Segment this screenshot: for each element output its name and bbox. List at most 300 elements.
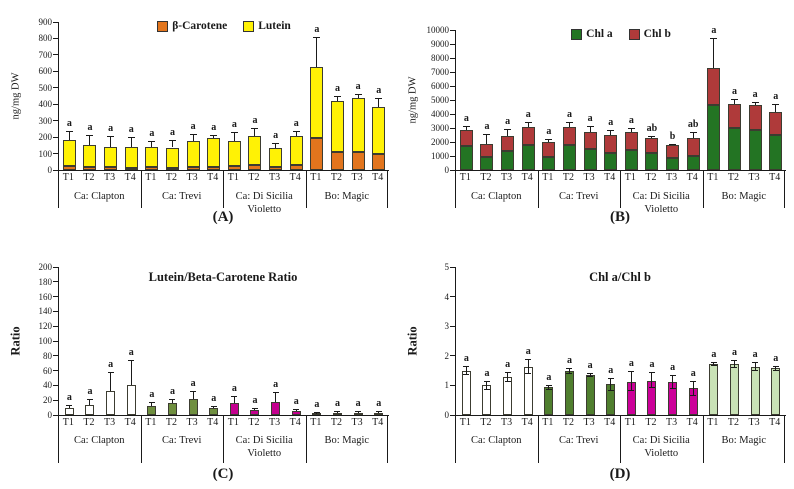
plot-area: [426, 24, 786, 175]
bar: [127, 385, 136, 415]
y-tick-label: 5: [444, 262, 449, 272]
error-bar-cap: [752, 102, 759, 103]
time-label: T1: [62, 172, 74, 183]
y-tick-label: 0: [47, 165, 52, 175]
group-label: [141, 431, 224, 447]
significance-letter: a: [231, 382, 237, 394]
legend-swatch: [629, 29, 640, 40]
error-bar-cap: [731, 99, 738, 100]
time-label: T4: [289, 172, 301, 183]
error-bar-cap: [587, 126, 594, 127]
error-bar: [69, 131, 70, 140]
significance-letter: a: [211, 122, 217, 134]
time-label: T3: [501, 417, 513, 428]
y-tick: [450, 100, 455, 101]
error-bar-cap: [231, 132, 238, 133]
time-label: T4: [124, 417, 136, 428]
y-axis-label: Ratio: [405, 326, 420, 356]
error-bar-cap: [313, 37, 320, 38]
bar-segment: [372, 154, 385, 170]
time-label: T2: [83, 172, 95, 183]
time-label: T3: [104, 417, 116, 428]
error-bar-cap: [505, 372, 511, 373]
error-bar: [110, 136, 111, 147]
error-bar: [713, 38, 714, 68]
y-tick: [450, 44, 455, 45]
time-label: T1: [145, 172, 157, 183]
group-label-line: Bo: Magic: [324, 191, 370, 202]
time-label: T1: [542, 172, 554, 183]
significance-letter: a: [505, 359, 511, 371]
y-tick: [53, 38, 58, 39]
error-bar-cap: [628, 128, 635, 129]
group-label: [306, 187, 389, 203]
significance-letter: a: [252, 394, 258, 406]
y-tick: [53, 296, 58, 297]
y-tick-label: 1000: [431, 151, 449, 161]
bar-segment: [228, 141, 241, 166]
group-label-line: Ca: Clapton: [471, 435, 522, 446]
error-bar-cap: [107, 136, 114, 137]
group-label-line: Ca: Clapton: [74, 191, 125, 202]
significance-letter: a: [608, 116, 614, 128]
time-label: T4: [521, 417, 533, 428]
group-separator: [387, 170, 388, 208]
error-bar-cap: [670, 375, 676, 376]
y-tick: [53, 326, 58, 327]
bar: [771, 368, 780, 415]
group-separator: [223, 170, 224, 208]
significance-letter: a: [690, 367, 696, 379]
significance-letter: ab: [646, 122, 658, 134]
error-bar-cap: [711, 362, 717, 363]
y-tick-label: 0: [444, 410, 449, 420]
error-bar-cap: [463, 126, 470, 127]
significance-letter: a: [355, 80, 361, 92]
bar-segment: [290, 136, 303, 165]
error-bar: [631, 371, 632, 391]
bar-segment: [728, 128, 741, 170]
y-tick-label: 1: [444, 380, 449, 391]
error-bar-cap: [169, 140, 176, 141]
bar-segment: [769, 112, 782, 135]
error-bar-cap: [587, 373, 593, 374]
error-bar-cap: [525, 373, 531, 374]
group-label-line: Violetto: [644, 448, 679, 459]
panel-a: [0, 0, 397, 244]
error-bar: [528, 359, 529, 374]
significance-letter: a: [649, 359, 655, 371]
time-label: T3: [748, 172, 760, 183]
time-label: T2: [330, 172, 342, 183]
legend-label: Lutein: [258, 20, 291, 32]
error-bar-cap: [628, 371, 634, 372]
significance-letter: a: [190, 120, 196, 132]
y-tick-label: 2: [444, 350, 449, 361]
significance-letter: a: [525, 345, 531, 357]
time-label: T1: [459, 172, 471, 183]
bar-segment: [83, 145, 96, 166]
group-label-line: Violetto: [247, 448, 282, 459]
legend-item: [243, 20, 291, 32]
plot-area: [444, 262, 786, 420]
significance-letter: a: [376, 398, 382, 410]
significance-letter: a: [293, 118, 299, 130]
group-label-line: Ca: Di Sicilia: [235, 435, 293, 446]
time-label: T1: [62, 417, 74, 428]
chart-area: [0, 245, 397, 489]
error-bar-cap: [66, 131, 73, 132]
group-label-line: Ca: Trevi: [559, 191, 599, 202]
time-label: T3: [351, 417, 363, 428]
y-axis-label: ng/mg DW: [407, 76, 419, 124]
bar: [709, 364, 718, 415]
time-label: T4: [604, 172, 616, 183]
group-label: [620, 431, 703, 460]
error-bar-cap: [148, 141, 155, 142]
y-tick-label: 4000: [431, 109, 449, 119]
time-label: T1: [459, 417, 471, 428]
y-tick: [450, 296, 455, 297]
error-bar-cap: [293, 131, 300, 132]
significance-letter: a: [731, 347, 737, 359]
time-label: T1: [707, 172, 719, 183]
group-separator: [141, 415, 142, 463]
error-bar-cap: [210, 135, 217, 136]
group-label: [58, 187, 141, 203]
error-bar: [693, 381, 694, 396]
y-tick-label: 600: [38, 66, 52, 77]
group-label: [538, 187, 621, 203]
y-tick: [53, 341, 58, 342]
legend-item: [157, 20, 227, 32]
error-bar: [775, 104, 776, 112]
bar-segment: [352, 98, 365, 152]
y-tick: [450, 58, 455, 59]
legend-label: Chl a: [586, 28, 613, 40]
significance-letter: a: [355, 398, 361, 410]
significance-letter: a: [169, 386, 175, 398]
error-bar-cap: [376, 411, 382, 412]
error-bar-cap: [711, 365, 717, 366]
error-bar-cap: [128, 137, 135, 138]
time-label: T3: [269, 172, 281, 183]
bar-segment: [563, 127, 576, 145]
time-label: T2: [248, 172, 260, 183]
group-label-line: Ca: Di Sicilia Violetto: [235, 191, 293, 215]
group-label: [455, 187, 538, 203]
time-label: T4: [769, 417, 781, 428]
chart-title: Lutein/Beta-Carotene Ratio: [148, 270, 298, 284]
significance-letter: a: [66, 392, 72, 404]
significance-letter: a: [149, 389, 155, 401]
y-tick-label: 0: [444, 165, 449, 175]
y-tick: [53, 355, 58, 356]
y-tick: [53, 104, 58, 105]
error-bar-cap: [731, 360, 737, 361]
significance-letter: a: [711, 348, 717, 360]
y-tick-label: 200: [38, 262, 52, 272]
error-bar-cap: [773, 370, 779, 371]
error-bar-cap: [190, 134, 197, 135]
group-separator: [141, 170, 142, 208]
error-bar-cap: [484, 389, 490, 390]
time-label: T3: [501, 172, 513, 183]
bar-segment: [728, 104, 741, 128]
error-bar-cap: [772, 104, 779, 105]
error-bar: [234, 396, 235, 403]
error-bar-cap: [710, 38, 717, 39]
significance-letter: a: [773, 91, 779, 103]
significance-letter: a: [731, 86, 737, 98]
group-separator: [223, 415, 224, 463]
error-bar: [131, 360, 132, 386]
bar-segment: [104, 147, 117, 167]
error-bar-cap: [108, 372, 114, 373]
error-bar-cap: [314, 412, 320, 413]
y-tick-label: 9000: [431, 39, 449, 49]
y-tick-label: 140: [38, 306, 52, 317]
group-label: [538, 431, 621, 447]
bar-segment: [145, 147, 158, 167]
significance-letter: a: [211, 393, 217, 405]
y-tick: [53, 137, 58, 138]
error-bar-cap: [690, 132, 697, 133]
time-label: T2: [248, 417, 260, 428]
error-bar-cap: [669, 144, 676, 145]
error-bar-cap: [463, 374, 469, 375]
y-tick-label: 8000: [431, 53, 449, 63]
error-bar-cap: [690, 381, 696, 382]
y-tick: [450, 30, 455, 31]
bar-segment: [331, 152, 344, 170]
group-separator: [784, 415, 785, 463]
error-bar-cap: [505, 381, 511, 382]
error-bar-cap: [608, 390, 614, 391]
category-axis: [58, 170, 388, 215]
panel-letter: (A): [212, 209, 234, 225]
y-tick: [450, 142, 455, 143]
group-separator: [455, 170, 456, 208]
bar-segment: [625, 132, 638, 150]
time-label: T1: [707, 417, 719, 428]
legend: [59, 20, 389, 32]
group-separator: [784, 170, 785, 208]
time-label: T2: [727, 172, 739, 183]
y-tick-label: 3000: [431, 123, 449, 133]
bar-segment: [666, 145, 679, 158]
error-bar-cap: [525, 122, 532, 123]
y-tick-label: 3: [444, 321, 449, 332]
time-label: T4: [604, 417, 616, 428]
significance-letter: a: [108, 359, 114, 371]
panel-d: [397, 245, 794, 489]
time-label: T4: [289, 417, 301, 428]
error-bar-cap: [608, 378, 614, 379]
y-tick-label: 800: [38, 33, 52, 44]
significance-letter: a: [505, 115, 511, 127]
bar: [230, 403, 239, 415]
error-bar: [507, 129, 508, 136]
significance-letter: a: [587, 112, 593, 124]
bar: [544, 387, 553, 415]
bar-segment: [604, 153, 617, 171]
time-label: T2: [562, 417, 574, 428]
group-separator: [620, 170, 621, 208]
error-bar-cap: [231, 396, 237, 397]
significance-letter: a: [149, 128, 155, 140]
significance-letter: a: [566, 354, 572, 366]
bar: [751, 367, 760, 415]
significance-letter: a: [628, 115, 634, 126]
bar-segment: [645, 153, 658, 170]
error-bar-cap: [649, 387, 655, 388]
time-label: T1: [624, 172, 636, 183]
time-label: T1: [310, 172, 322, 183]
group-label-line: Bo: Magic: [721, 191, 767, 202]
y-axis-label: Ratio: [8, 326, 23, 356]
time-label: T4: [207, 172, 219, 183]
time-label: T2: [727, 417, 739, 428]
legend-label: β-Carotene: [172, 20, 228, 32]
bar-segment: [625, 150, 638, 170]
error-bar: [193, 134, 194, 141]
error-bar-cap: [66, 405, 72, 406]
error-bar-cap: [293, 409, 299, 410]
bar-segment: [331, 101, 344, 152]
error-bar: [234, 132, 235, 141]
bar-segment: [687, 138, 700, 156]
error-bar-cap: [273, 392, 279, 393]
significance-letter: a: [628, 358, 634, 370]
significance-letter: a: [273, 129, 279, 141]
y-tick-label: 100: [38, 336, 52, 346]
bar-segment: [480, 144, 493, 157]
bar-segment: [645, 138, 658, 153]
time-label: T2: [480, 172, 492, 183]
time-label: T2: [645, 172, 657, 183]
legend-swatch: [571, 29, 582, 40]
error-bar: [651, 372, 652, 388]
error-bar-cap: [566, 122, 573, 123]
error-bar-cap: [334, 96, 341, 97]
bar-segment: [248, 136, 261, 165]
bar: [209, 408, 218, 415]
group-separator: [538, 415, 539, 463]
bar-segment: [63, 140, 76, 165]
time-label: T3: [666, 417, 678, 428]
error-bar: [378, 98, 379, 106]
significance-letter: a: [711, 24, 717, 36]
significance-letter: a: [128, 124, 134, 136]
time-label: T4: [124, 172, 136, 183]
significance-letter: a: [87, 121, 93, 133]
bar-segment: [542, 157, 555, 170]
error-bar-cap: [546, 385, 552, 386]
error-bar-cap: [566, 373, 572, 374]
group-label: [58, 431, 141, 447]
group-label-line: Ca: Clapton: [74, 435, 125, 446]
error-bar-cap: [566, 368, 572, 369]
error-bar: [254, 128, 255, 136]
significance-letter: b: [669, 130, 676, 142]
significance-letter: ab: [687, 119, 699, 131]
y-tick-label: 100: [38, 148, 52, 159]
y-tick-label: 40: [43, 380, 52, 391]
bar-segment: [687, 156, 700, 170]
y-tick: [53, 153, 58, 154]
bar-segment: [707, 105, 720, 170]
y-tick-label: 5000: [431, 95, 449, 105]
panel-letter: (C): [212, 466, 234, 482]
time-label: T3: [583, 417, 595, 428]
y-tick-label: 60: [43, 365, 52, 376]
error-bar-cap: [211, 406, 217, 407]
error-bar-cap: [149, 402, 155, 403]
group-label: [455, 431, 538, 447]
time-label: T2: [165, 172, 177, 183]
bar: [482, 385, 491, 415]
y-tick: [53, 370, 58, 371]
significance-letter: a: [752, 349, 758, 361]
y-tick: [450, 385, 455, 386]
time-label: T3: [583, 172, 595, 183]
plot-area: [38, 262, 389, 420]
category-axis: [58, 415, 388, 463]
time-label: T3: [351, 172, 363, 183]
bar-segment: [269, 148, 282, 167]
bar-segment: [522, 145, 535, 170]
error-bar-cap: [670, 388, 676, 389]
error-bar-cap: [128, 360, 134, 361]
time-label: T2: [645, 417, 657, 428]
significance-letter: a: [608, 365, 614, 376]
bar-segment: [460, 130, 473, 146]
significance-letter: a: [773, 352, 779, 364]
time-label: T1: [227, 417, 239, 428]
y-tick: [53, 281, 58, 282]
y-tick-label: 700: [38, 49, 52, 60]
bar: [503, 377, 512, 415]
bar-segment: [522, 127, 535, 144]
group-label: [141, 187, 224, 203]
panel-b: [397, 0, 794, 244]
bar: [147, 406, 156, 415]
significance-letter: a: [587, 359, 593, 371]
plot-area: [38, 17, 389, 175]
bar-segment: [749, 130, 762, 170]
significance-letter: a: [231, 119, 237, 131]
significance-letter: a: [670, 362, 676, 374]
y-tick-label: 160: [38, 291, 52, 302]
group-label-line: Ca: Di Sicilia Violetto: [632, 191, 690, 215]
error-bar-cap: [375, 98, 382, 99]
y-tick-label: 180: [38, 276, 52, 287]
legend-swatch: [243, 21, 254, 32]
chart-area: [0, 0, 397, 244]
group-label: [223, 431, 306, 460]
time-label: T4: [372, 417, 384, 428]
bar-segment: [501, 151, 514, 170]
error-bar-cap: [483, 134, 490, 135]
significance-letter: a: [376, 85, 382, 97]
error-bar-cap: [752, 362, 758, 363]
category-axis: [455, 170, 785, 215]
time-label: T1: [310, 417, 322, 428]
error-bar-cap: [355, 94, 362, 95]
bar: [85, 405, 94, 415]
error-bar-cap: [169, 399, 175, 400]
